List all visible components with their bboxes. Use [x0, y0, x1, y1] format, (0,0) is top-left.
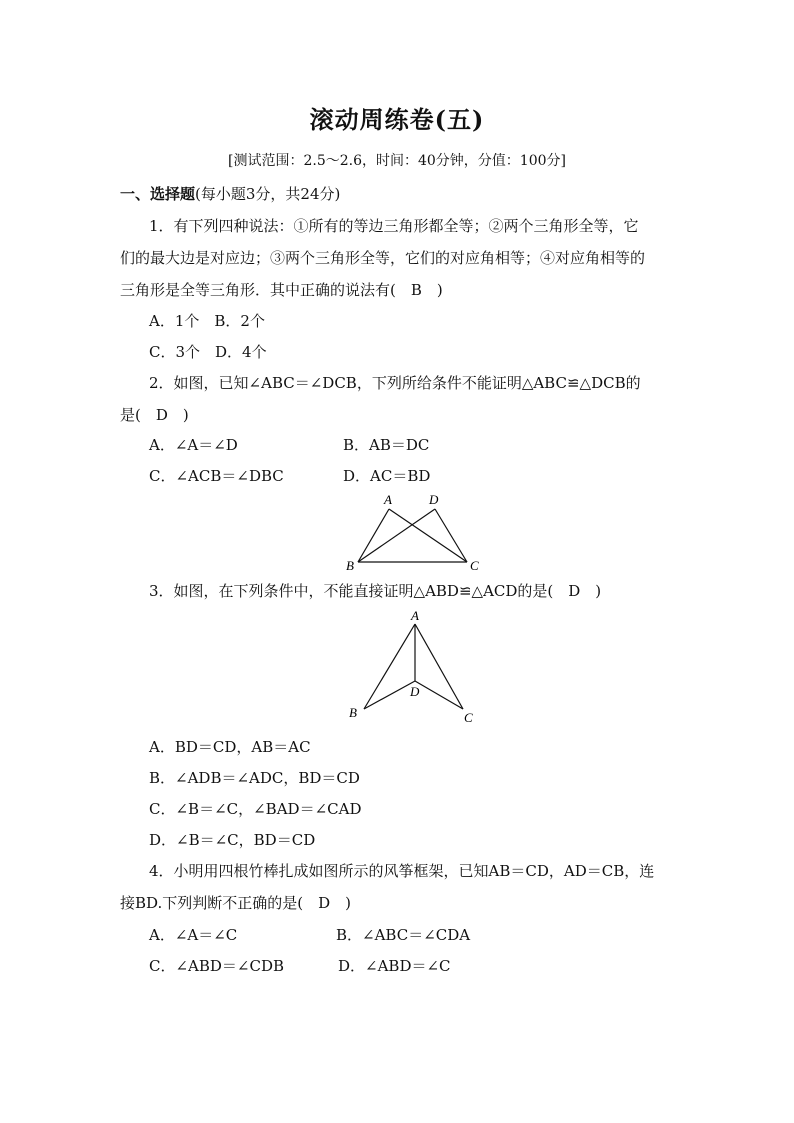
q1-line-3: 三角形是全等三角形．其中正确的说法有( B ): [120, 281, 443, 299]
q2-label-d: D: [429, 492, 439, 507]
q2-segment-ac: [389, 509, 467, 562]
q3-label-a: A: [411, 608, 419, 623]
q2-label-a: A: [384, 492, 392, 507]
q2-line-2: 是( D ): [120, 406, 189, 424]
q3-figure: [340, 606, 480, 728]
q3-label-b: B: [349, 705, 357, 720]
q4-option-c: C．∠ABD＝∠CDB: [149, 957, 285, 975]
q2-figure: [330, 490, 490, 572]
q1-option-row-1: A．1个 B．2个: [149, 312, 265, 330]
q3-option-d: D．∠B＝∠C，BD＝CD: [149, 831, 316, 849]
q3-label-d: D: [410, 684, 420, 699]
q2-line-1: 2．如图，已知∠ABC＝∠DCB，下列所给条件不能证明△ABC≌△DCB的: [149, 374, 641, 392]
q3-segment-cd: [415, 681, 463, 709]
q4-line-1: 4．小明用四根竹棒扎成如图所示的风筝框架，已知AB＝CD，AD＝CB，连: [149, 862, 655, 880]
q2-segment-db: [358, 509, 435, 562]
q2-segment-ab: [358, 509, 389, 562]
section-title: 一、选择题: [120, 185, 196, 203]
test-scope-subtitle: [测试范围：2.5～2.6，时间：40分钟，分值：100分]: [228, 153, 566, 169]
q3-segment-bd: [364, 681, 415, 709]
q3-line-1: 3．如图，在下列条件中，不能直接证明△ABD≌△ACD的是( D ): [149, 582, 602, 600]
section-note: (每小题3分，共24分): [195, 185, 341, 203]
q4-option-d: D．∠ABD＝∠C: [338, 957, 451, 975]
q2-option-b: B．AB＝DC: [343, 436, 430, 454]
q2-segment-dc: [435, 509, 467, 562]
q3-option-a: A．BD＝CD，AB＝AC: [149, 738, 311, 756]
q3-segment-ac: [415, 624, 463, 709]
q2-label-c: C: [470, 558, 479, 572]
q1-line-1: 1．有下列四种说法：①所有的等边三角形都全等；②两个三角形全等，它: [149, 217, 639, 235]
q2-option-d: D．AC＝BD: [343, 467, 431, 485]
q1-option-row-2: C．3个 D．4个: [149, 343, 267, 361]
q2-label-b: B: [346, 558, 354, 572]
q3-label-c: C: [464, 710, 473, 725]
q3-segment-ab: [364, 624, 415, 709]
q2-option-a: A．∠A＝∠D: [149, 436, 238, 454]
q4-option-a: A．∠A＝∠C: [149, 926, 238, 944]
q3-option-c: C．∠B＝∠C，∠BAD＝∠CAD: [149, 800, 362, 818]
q3-option-b: B．∠ADB＝∠ADC，BD＝CD: [149, 769, 360, 787]
q4-option-b: B．∠ABC＝∠CDA: [336, 926, 471, 944]
q4-line-2: 接BD.下列判断不正确的是( D ): [120, 894, 352, 912]
section-heading: [120, 184, 340, 204]
page-title: 滚动周练卷(五): [309, 105, 485, 134]
q2-option-c: C．∠ACB＝∠DBC: [149, 467, 284, 485]
q1-line-2: 们的最大边是对应边；③两个三角形全等，它们的对应角相等；④对应角相等的: [120, 249, 646, 267]
